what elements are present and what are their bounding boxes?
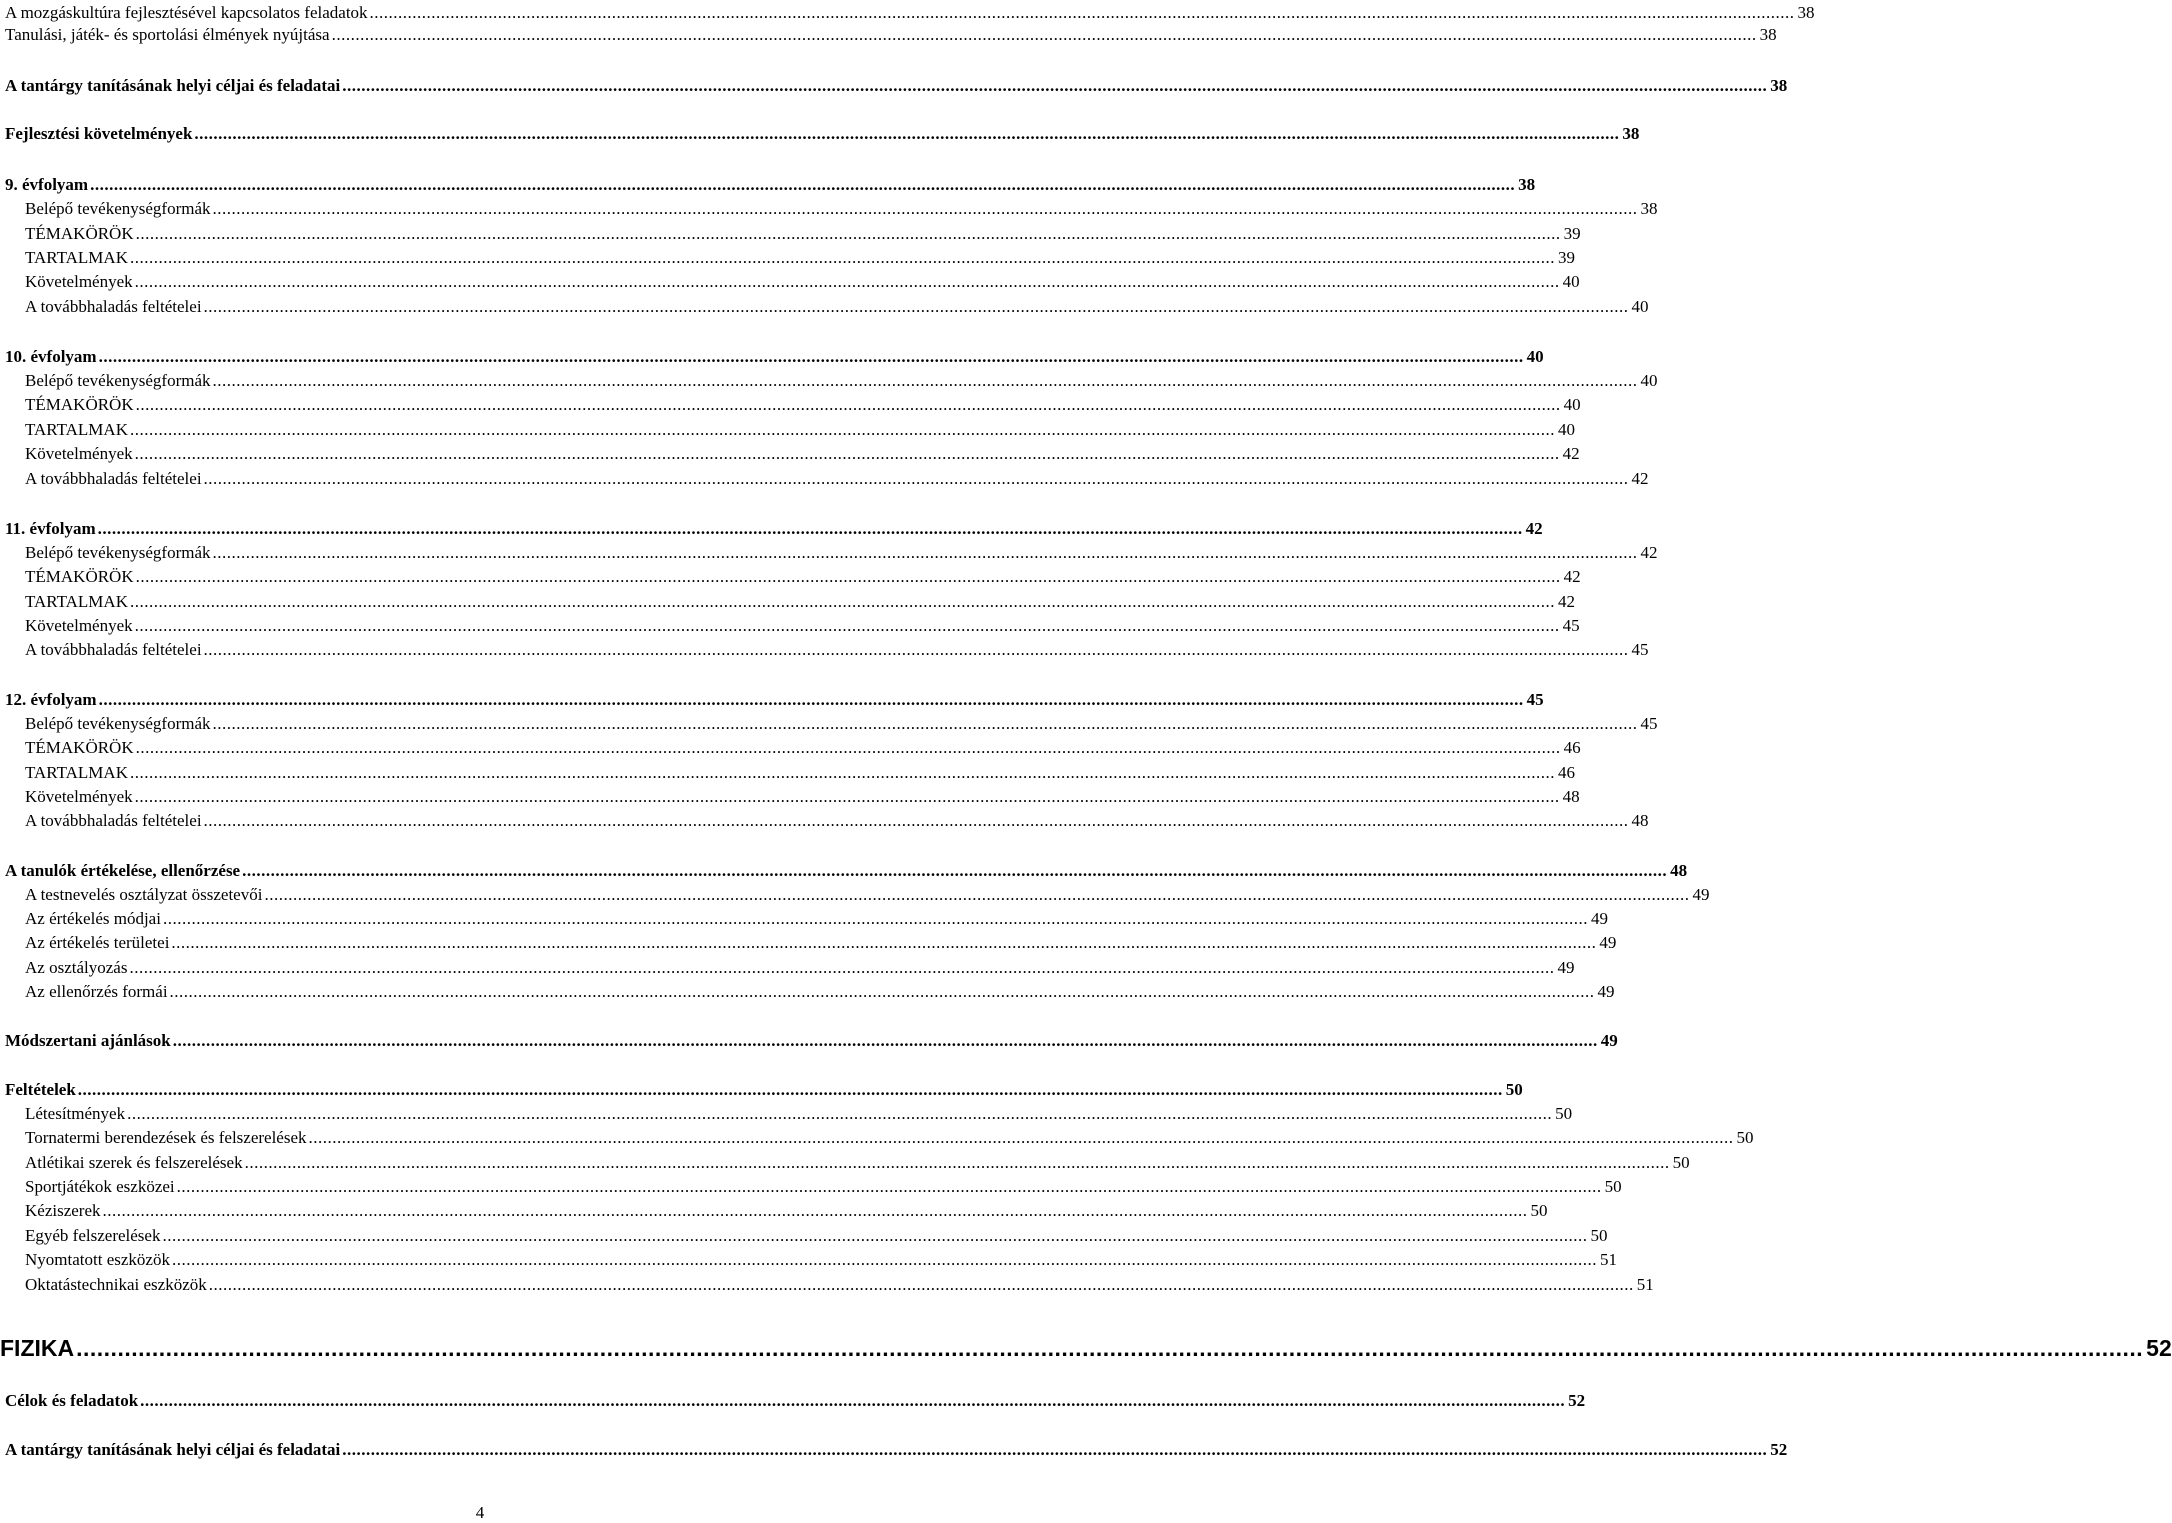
toc-dot-leader: ............................................................................................................................................................................................................................................................................................................ [264,885,1690,904]
toc-entry[interactable] [0,738,1581,758]
toc-entry[interactable] [0,3,1815,23]
toc-entry-page: 49 [1599,933,1617,952]
toc-entry-label: Követelmények [25,272,133,291]
toc-dot-leader: ............................................................................................................................................................................................................................................................................................................ [98,690,1524,709]
toc-dot-leader: ............................................................................................................................................................................................................................................................................................................ [176,1177,1602,1196]
toc-entry[interactable] [0,690,1544,710]
toc-entry-page: 49 [1597,982,1615,1001]
toc-dot-leader: ............................................................................................................................................................................................................................................................................................................ [102,1201,1528,1220]
toc-entry-label: Létesítmények [25,1104,126,1123]
toc-entry-label: Célok és feladatok [5,1391,139,1410]
toc-entry[interactable] [0,297,1649,317]
toc-entry[interactable] [0,444,1580,464]
toc-entry-page: 52 [2146,1335,2172,1361]
toc-entry-page: 45 [1631,640,1649,659]
toc-entry[interactable] [0,1201,1548,1221]
toc-entry-page: 45 [1640,714,1658,733]
toc-entry-label: Belépő tevékenységformák [25,714,211,733]
toc-entry-label: Fejlesztési követelmények [5,124,193,143]
toc-entry[interactable] [0,175,1536,195]
toc-entry[interactable] [0,543,1658,563]
toc-entry[interactable] [0,1177,1622,1197]
toc-entry-page: 52 [1568,1391,1586,1410]
toc-entry[interactable] [0,861,1688,881]
toc-dot-leader: ............................................................................................................................................................................................................................................................................................................ [242,861,1668,880]
toc-entry[interactable] [0,763,1575,783]
toc-dot-leader: ............................................................................................................................................................................................................................................................................................................ [203,811,1629,830]
toc-dot-leader: ............................................................................................................................................................................................................................................................................................................ [134,616,1560,635]
toc-dot-leader: ............................................................................................................................................................................................................................................................................................................ [203,469,1629,488]
toc-dot-leader: ............................................................................................................................................................................................................................................................................................................ [135,738,1561,757]
toc-entry[interactable] [0,885,1710,905]
toc-entry-label: 11. évfolyam [5,519,96,538]
toc-dot-leader: ............................................................................................................................................................................................................................................................................................................ [162,1226,1588,1245]
toc-entry-label: TARTALMAK [25,248,128,267]
toc-entry-label: Az osztályozás [25,958,128,977]
toc-entry-page: 40 [1563,395,1581,414]
toc-dot-leader: ............................................................................................................................................................................................................................................................................................................ [134,272,1560,291]
toc-dot-leader: ............................................................................................................................................................................................................................................................................................................ [369,3,1795,22]
toc-entry-label: FIZIKA [0,1335,75,1361]
toc-entry-page: 46 [1557,763,1575,782]
toc-entry-page: 48 [1562,787,1580,806]
toc-entry-label: A továbbhaladás feltételei [25,811,202,830]
toc-entry-page: 38 [1518,175,1536,194]
toc-entry-page: 50 [1672,1153,1690,1172]
toc-entry-label: 12. évfolyam [5,690,97,709]
toc-entry-label: TARTALMAK [25,592,128,611]
toc-dot-leader: ............................................................................................................................................................................................................................................................................................................ [129,763,1555,782]
toc-entry-page: 42 [1631,469,1649,488]
toc-entry[interactable] [0,224,1581,244]
toc-entry-label: Az értékelés módjai [25,909,161,928]
toc-entry-page: 50 [1736,1128,1754,1147]
toc-entry-page: 51 [1636,1275,1654,1294]
toc-entry[interactable] [0,1080,1523,1100]
toc-entry-page: 52 [1770,1440,1788,1459]
toc-entry-page: 45 [1526,690,1544,709]
toc-entry[interactable] [0,1334,2172,1362]
toc-entry-page: 50 [1530,1201,1548,1220]
toc-entry-label: TÉMAKÖRÖK [25,224,134,243]
toc-entry-page: 46 [1563,738,1581,757]
toc-dot-leader: ............................................................................................................................................................................................................................................................................................................ [171,933,1597,952]
toc-entry[interactable] [0,616,1580,636]
toc-entry-page: 42 [1525,519,1543,538]
toc-entry[interactable] [0,371,1658,391]
toc-entry-page: 38 [1622,124,1640,143]
toc-entry[interactable] [0,787,1580,807]
toc-dot-leader: ............................................................................................................................................................................................................................................................................................................ [203,297,1629,316]
toc-entry-label: Tornatermi berendezések és felszerelések [25,1128,307,1147]
toc-dot-leader: ............................................................................................................................................................................................................................................................................................................ [127,1104,1553,1123]
toc-entry[interactable] [0,395,1581,415]
toc-entry-page: 42 [1557,592,1575,611]
toc-entry-label: Az ellenőrzés formái [25,982,168,1001]
toc-entry-label: Atlétikai szerek és felszerelések [25,1153,243,1172]
toc-dot-leader: ............................................................................................................................................................................................................................................................................................................ [134,787,1560,806]
toc-entry[interactable] [0,347,1544,367]
toc-entry-page: 45 [1562,616,1580,635]
toc-entry[interactable] [0,1226,1608,1246]
toc-entry-label: A továbbhaladás feltételei [25,469,202,488]
toc-entry[interactable] [0,714,1658,734]
toc-entry-label: Belépő tevékenységformák [25,199,211,218]
toc-dot-leader: ............................................................................................................................................................................................................................................................................................................ [129,958,1555,977]
toc-dot-leader: ............................................................................................................................................................................................................................................................................................................ [331,25,1757,44]
toc-entry-page: 50 [1555,1104,1573,1123]
toc-dot-leader: ............................................................................................................................................................................................................................................................................................................ [135,395,1561,414]
toc-entry-label: Egyéb felszerelések [25,1226,161,1245]
toc-entry[interactable] [0,1275,1654,1295]
toc-entry[interactable] [0,248,1575,268]
toc-dot-leader: ............................................................................................................................................................................................................................................................................................................ [169,982,1595,1001]
toc-entry-label: Követelmények [25,616,133,635]
toc-entry[interactable] [0,567,1581,587]
toc-entry-label: A továbbhaladás feltételei [25,297,202,316]
toc-entry[interactable] [0,640,1649,660]
toc-dot-leader: ............................................................................................................................................................................................................................................................................................................ [134,444,1560,463]
toc-dot-leader: ............................................................................................................................................................................................................................................................................................................ [162,909,1588,928]
toc-entry-page: 38 [1640,199,1658,218]
toc-entry[interactable] [0,199,1658,219]
toc-dot-leader: ............................................................................................................................................................................................................................................................................................................ [98,347,1524,366]
toc-dot-leader: ............................................................................................................................................................................................................................................................................................................ [203,640,1629,659]
toc-entry-label: Belépő tevékenységformák [25,543,211,562]
toc-entry-label: 10. évfolyam [5,347,97,366]
toc-entry-page: 49 [1557,958,1575,977]
toc-entry[interactable] [0,469,1649,489]
toc-entry-label: Feltételek [5,1080,76,1099]
toc-entry[interactable] [0,1440,1788,1460]
toc-entry-label: Követelmények [25,444,133,463]
toc-entry-page: 39 [1557,248,1575,267]
toc-entry[interactable] [0,272,1580,292]
toc-entry-page: 40 [1557,420,1575,439]
toc-dot-leader: ............................................................................................................................................................................................................................................................................................................ [76,1335,2144,1361]
toc-entry-page: 40 [1526,347,1544,366]
toc-entry-label: 9. évfolyam [5,175,89,194]
toc-entry[interactable] [0,124,1640,144]
toc-dot-leader: ............................................................................................................................................................................................................................................................................................................ [140,1391,1566,1410]
toc-entry-label: TÉMAKÖRÖK [25,738,134,757]
toc-dot-leader: ............................................................................................................................................................................................................................................................................................................ [212,714,1638,733]
toc-dot-leader: ............................................................................................................................................................................................................................................................................................................ [129,592,1555,611]
toc-entry[interactable] [0,909,1608,929]
toc-entry-page: 39 [1563,224,1581,243]
toc-entry-page: 49 [1600,1031,1618,1050]
toc-entry-page: 48 [1631,811,1649,830]
toc-entry-label: Belépő tevékenységformák [25,371,211,390]
toc-entry[interactable] [0,519,1543,539]
toc-entry-page: 42 [1563,567,1581,586]
toc-entry-label: A tanulók értékelése, ellenőrzése [5,861,241,880]
toc-entry-label: Sportjátékok eszközei [25,1177,175,1196]
toc-entry-label: Az értékelés területei [25,933,170,952]
toc-dot-leader: ............................................................................................................................................................................................................................................................................................................ [244,1153,1670,1172]
toc-entry[interactable] [0,592,1575,612]
toc-entry-page: 38 [1759,25,1777,44]
toc-entry-label: A testnevelés osztályzat összetevői [25,885,263,904]
toc-dot-leader: ............................................................................................................................................................................................................................................................................................................ [135,224,1561,243]
toc-entry-label: Nyomtatott eszközök [25,1250,170,1269]
toc-dot-leader: ............................................................................................................................................................................................................................................................................................................ [172,1031,1598,1050]
toc-dot-leader: ............................................................................................................................................................................................................................................................................................................ [97,519,1523,538]
toc-entry-label: TÉMAKÖRÖK [25,395,134,414]
toc-entry[interactable] [0,811,1649,831]
toc-entry-page: 50 [1590,1226,1608,1245]
toc-entry-page: 40 [1640,371,1658,390]
toc-entry-page: 42 [1562,444,1580,463]
toc-entry-label: A mozgáskultúra fejlesztésével kapcsolatos feladatok [5,3,368,22]
toc-entry-page: 40 [1562,272,1580,291]
toc-entry-page: 38 [1770,76,1788,95]
toc-entry-label: Tanulási, játék- és sportolási élmények nyújtása [5,25,330,44]
toc-dot-leader: ............................................................................................................................................................................................................................................................................................................ [342,1440,1768,1459]
toc-dot-leader: ............................................................................................................................................................................................................................................................................................................ [194,124,1620,143]
toc-dot-leader: ............................................................................................................................................................................................................................................................................................................ [129,420,1555,439]
toc-entry[interactable] [0,1104,1573,1124]
toc-entry-label: A tantárgy tanításának helyi céljai és feladatai [5,76,341,95]
toc-entry-label: A tantárgy tanításának helyi céljai és feladatai [5,1440,341,1459]
toc-entry-label: TÉMAKÖRÖK [25,567,134,586]
toc-entry-label: Oktatástechnikai eszközök [25,1275,207,1294]
toc-dot-leader: ............................................................................................................................................................................................................................................................................................................ [308,1128,1734,1147]
toc-entry-page: 49 [1692,885,1710,904]
page-number: 4 [475,1503,485,1522]
toc-entry[interactable] [0,25,1777,45]
toc-entry[interactable] [0,76,1788,96]
toc-entry[interactable] [0,1128,1754,1148]
toc-dot-leader: ............................................................................................................................................................................................................................................................................................................ [77,1080,1503,1099]
toc-entry[interactable] [0,982,1615,1002]
toc-dot-leader: ............................................................................................................................................................................................................................................................................................................ [129,248,1555,267]
toc-entry[interactable] [0,1391,1586,1411]
toc-entry[interactable] [0,420,1575,440]
toc-entry-label: A továbbhaladás feltételei [25,640,202,659]
toc-entry[interactable] [0,958,1575,978]
toc-entry-page: 48 [1670,861,1688,880]
toc-entry-label: Követelmények [25,787,133,806]
toc-entry-page: 40 [1631,297,1649,316]
toc-entry-label: TARTALMAK [25,763,128,782]
toc-dot-leader: ............................................................................................................................................................................................................................................................................................................ [171,1250,1597,1269]
toc-entry-page: 51 [1599,1250,1617,1269]
toc-entry-page: 50 [1505,1080,1523,1099]
toc-entry[interactable] [0,1153,1690,1173]
toc-entry-page: 38 [1797,3,1815,22]
toc-entry-page: 50 [1604,1177,1622,1196]
toc-entry-page: 49 [1590,909,1608,928]
toc-entry-label: TARTALMAK [25,420,128,439]
toc-dot-leader: ............................................................................................................................................................................................................................................................................................................ [212,199,1638,218]
toc-dot-leader: ............................................................................................................................................................................................................................................................................................................ [212,371,1638,390]
toc-entry[interactable] [0,933,1617,953]
toc-entry-page: 42 [1640,543,1658,562]
toc-entry[interactable] [0,1031,1618,1051]
toc-dot-leader: ............................................................................................................................................................................................................................................................................................................ [135,567,1561,586]
toc-dot-leader: ............................................................................................................................................................................................................................................................................................................ [90,175,1516,194]
toc-dot-leader: ............................................................................................................................................................................................................................................................................................................ [342,76,1768,95]
toc-entry-label: Kéziszerek [25,1201,101,1220]
toc-entry-label: Módszertani ajánlások [5,1031,171,1050]
toc-dot-leader: ............................................................................................................................................................................................................................................................................................................ [212,543,1638,562]
toc-entry[interactable] [0,1250,1617,1270]
toc-dot-leader: ............................................................................................................................................................................................................................................................................................................ [208,1275,1634,1294]
